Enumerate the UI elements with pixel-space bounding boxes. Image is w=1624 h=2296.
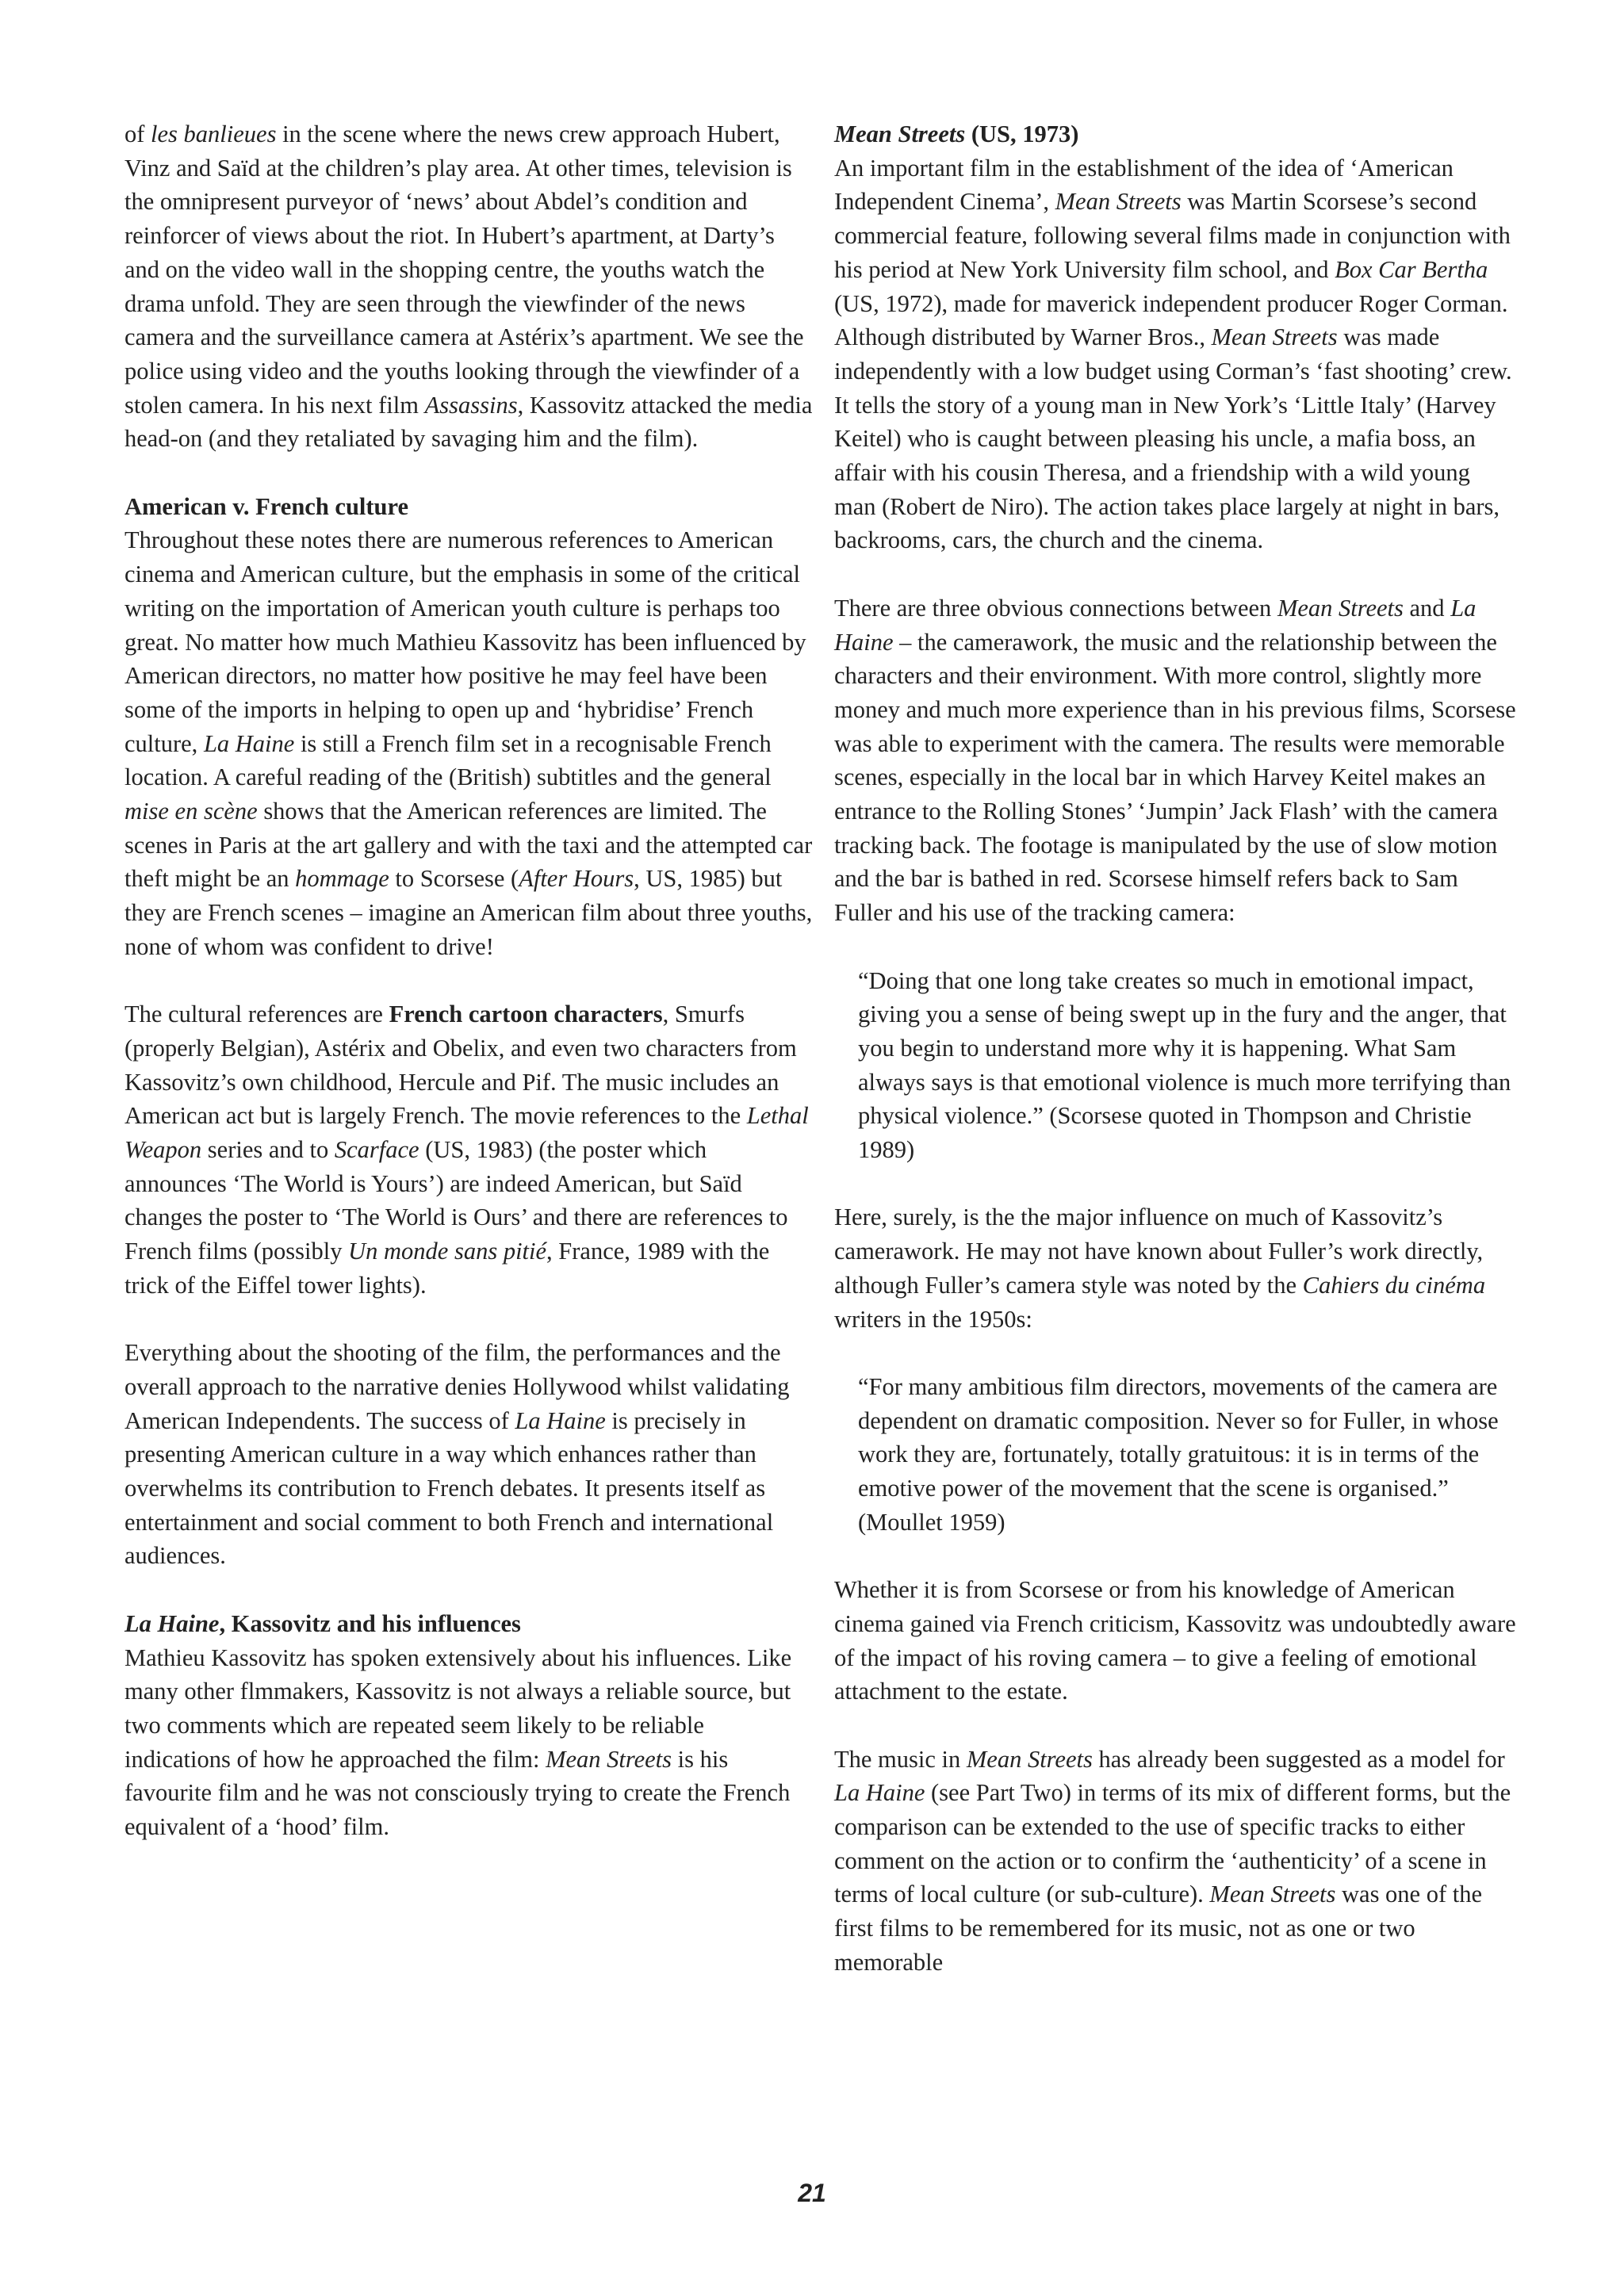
section-heading: [124, 1607, 813, 1641]
italic-text: Lethal Weapon: [124, 1102, 809, 1164]
text-run: (US, 1983) (the poster which announces ‘The World is Yours’) are indeed American, but Saïd changes the poster to ‘The World is Ours’ and there are references to French films (possibly: [124, 1136, 788, 1265]
text-run: was one of the first films to be remembered for its music, not as one or two memorable: [834, 1881, 1483, 1976]
text-run: is precisely in presenting American culture in a way which enhances rather than overwhelms its contribution to French debates. It presents itself as entertainment and social comment to both French and international audiences.: [124, 1406, 774, 1570]
section-heading: [834, 117, 1516, 151]
text-run: , France, 1989 with the trick of the Eiffel tower lights).: [124, 1238, 770, 1299]
text-run: American v. French culture: [124, 492, 409, 520]
text-run: Whether it is from Scorsese or from his knowledge of American cinema gained via French criticism, Kassovitz was undoubtedly aware of the impact of his roving camera – to give a feeling of emotional attachment to the estate.: [834, 1576, 1516, 1705]
italic-text: La Haine: [834, 1779, 925, 1807]
text-run: , Smurfs (properly Belgian), Astérix and Obelix, and even two characters from Kassovitz’s own childhood, Hercule and Pif. The music includes an American act but is largely French. The movie references to the: [124, 1001, 797, 1130]
text-run: – the camerawork, the music and the relationship between the characters and their environment. With more control, slightly more money and much more experience than in his previous films, Scorsese was able to experiment with the camera. The results were memorable scenes, especially in the local bar in which Harvey Keitel makes an entrance to the Rolling Stones’ ‘Jumpin’ Jack Flash’ with the camera tracking back. The footage is manipulated by the use of slow motion and the bar is bathed in red. Scorsese himself refers back to Sam Fuller and his use of the tracking camera:: [834, 628, 1516, 927]
italic-text: La Haine: [203, 729, 295, 757]
text-run: (US, 1973): [965, 121, 1079, 147]
body-paragraph: [834, 1743, 1516, 1980]
italic-text: After Hours: [519, 865, 634, 893]
page-number: 21: [798, 2179, 826, 2207]
text-run: The music in: [834, 1745, 967, 1773]
block-quote: [858, 1370, 1516, 1540]
text-run: shows that the American references are limited. The scenes in Paris at the art gallery and with the taxi and the attempted car theft might be an: [124, 798, 813, 893]
italic-text: La Haine: [124, 1609, 220, 1637]
body-paragraph: [834, 151, 1516, 557]
text-run: Everything about the shooting of the film, the performances and the overall approach to the narrative denies Hollywood whilst validating American Independents. The success of: [124, 1339, 790, 1434]
body-paragraph: [834, 591, 1516, 930]
body-paragraph: [834, 1573, 1516, 1709]
text-run: (see Part Two) in terms of its mix of different forms, but the comparison can be extended to the use of specific tracks to either comment on the action or to confirm the ‘authenticity’ of a scene in terms of local culture (or sub-culture).: [834, 1779, 1511, 1908]
italic-text: mise en scène: [124, 798, 258, 825]
text-run: There are three obvious connections between: [834, 594, 1277, 622]
text-run: , Kassovitz and his influences: [219, 1609, 521, 1637]
text-run: was made independently with a low budget using Corman’s ‘fast shooting’ crew. It tells the story of a young man in New York’s ‘Little Italy’ (Harvey Keitel) who is caught between pleasing his uncle, a mafia boss, an affair with his cousin Theresa, and a friendship with a wild young man (Robert de Niro). The action takes place largely at night in bars, backrooms, cars, the church and the cinema.: [834, 323, 1512, 554]
italic-text: Mean Streets: [966, 1745, 1093, 1773]
body-paragraph: [124, 117, 813, 456]
italic-text: hommage: [295, 865, 389, 893]
italic-text: La Haine: [515, 1406, 606, 1434]
left-column: [124, 117, 813, 1877]
text-run: writers in the 1950s:: [834, 1305, 1032, 1333]
italic-text: Cahiers du cinéma: [1302, 1271, 1486, 1299]
body-paragraph: [124, 1641, 813, 1844]
italic-text: La Haine: [834, 594, 1477, 656]
text-run: is his favourite film and he was not consciously trying to create the French equivalent of a ‘hood’ film.: [124, 1745, 791, 1841]
text-run: has already been suggested as a model for: [1092, 1745, 1505, 1773]
text-run: “For many ambitious film directors, movements of the camera are dependent on dramatic composition. Never so for Fuller, in whose work they are, fortunately, totally gratuitous: it is in terms of the emotive power of the movement that the scene is organised.” (Moullet 1959): [858, 1372, 1499, 1536]
bold-text: French cartoon characters: [389, 1001, 663, 1028]
italic-text: Mean Streets: [1277, 594, 1404, 622]
italic-text: Mean Streets: [1055, 188, 1182, 216]
italic-text: les banlieues: [151, 121, 277, 147]
italic-text: Mean Streets: [546, 1745, 672, 1773]
text-run: series and to: [201, 1136, 335, 1164]
text-run: Here, surely, is the the major influence on much of Kassovitz’s camerawork. He may not have known about Fuller’s work directly, although Fuller’s camera style was noted by the: [834, 1203, 1484, 1299]
text-run: to Scorsese (: [389, 865, 519, 893]
block-quote: [858, 964, 1516, 1167]
text-run: “Doing that one long take creates so much in emotional impact, giving you a sense of being swept up in the fury and the anger, that you begin to understand more why it is happening. What Sam always says is that emotional violence is much more terrifying than physical violence.” (Scorsese quoted in Thompson and Christie 1989): [858, 966, 1511, 1164]
text-run: in the scene where the news crew approach Hubert, Vinz and Saïd at the children’s play area. At other times, television is the omnipresent purveyor of ‘news’ about Abdel’s condition and reinforcer of views about the riot. In Hubert’s apartment, at Darty’s and on the video wall in the shopping centre, the youths watch the drama unfold. They are seen through the viewfinder of the news camera and the surveillance camera at Astérix’s apartment. We see the police using video and the youths looking through the viewfinder of a stolen camera. In his next film: [124, 121, 804, 419]
text-run: , US, 1985) but they are French scenes – imagine an American film about three youths, none of whom was confident to drive!: [124, 865, 813, 960]
text-run: is still a French film set in a recognisable French location. A careful reading of the (British) subtitles and the general: [124, 729, 772, 791]
italic-text: Un monde sans pitié: [348, 1238, 547, 1265]
italic-text: Scarface: [334, 1136, 419, 1164]
text-run: Mathieu Kassovitz has spoken extensively about his influences. Like many other flmmakers, Kassovitz is not always a reliable source, but two comments which are repeated seem likely to be reliable indications of how he approached the film:: [124, 1644, 792, 1773]
italic-text: Mean Streets: [834, 121, 966, 147]
body-paragraph: [124, 997, 813, 1302]
text-run: of: [124, 121, 151, 147]
italic-text: Mean Streets: [1209, 1881, 1336, 1908]
text-run: was Martin Scorsese’s second commercial feature, following several films made in conjunction with his period at New York University film school, and: [834, 188, 1511, 283]
text-run: An important film in the establishment of the idea of ‘American Independent Cinema’,: [834, 154, 1454, 216]
body-paragraph: [124, 1336, 813, 1573]
italic-text: Box Car Bertha: [1335, 255, 1488, 283]
body-paragraph: [124, 523, 813, 963]
text-run: (US, 1972), made for maverick independent producer Roger Corman. Although distributed by Warner Bros.,: [834, 289, 1508, 351]
section-heading: [124, 490, 813, 524]
text-run: Throughout these notes there are numerous references to American cinema and American culture, but the emphasis in some of the critical writing on the importation of American youth culture is perhaps too great. No matter how much Mathieu Kassovitz has been influenced by American directors, no matter how positive he may feel have been some of the imports in helping to open up and ‘hybridise’ French culture,: [124, 526, 806, 757]
text-run: , Kassovitz attacked the media head-on (and they retaliated by savaging him and the film).: [124, 391, 813, 453]
text-run: The cultural references are: [124, 1001, 389, 1028]
body-paragraph: [834, 1200, 1516, 1336]
text-run: and: [1403, 594, 1451, 622]
italic-text: Assassins: [424, 391, 518, 419]
italic-text: Mean Streets: [1211, 323, 1338, 351]
right-column: [834, 117, 1516, 2013]
